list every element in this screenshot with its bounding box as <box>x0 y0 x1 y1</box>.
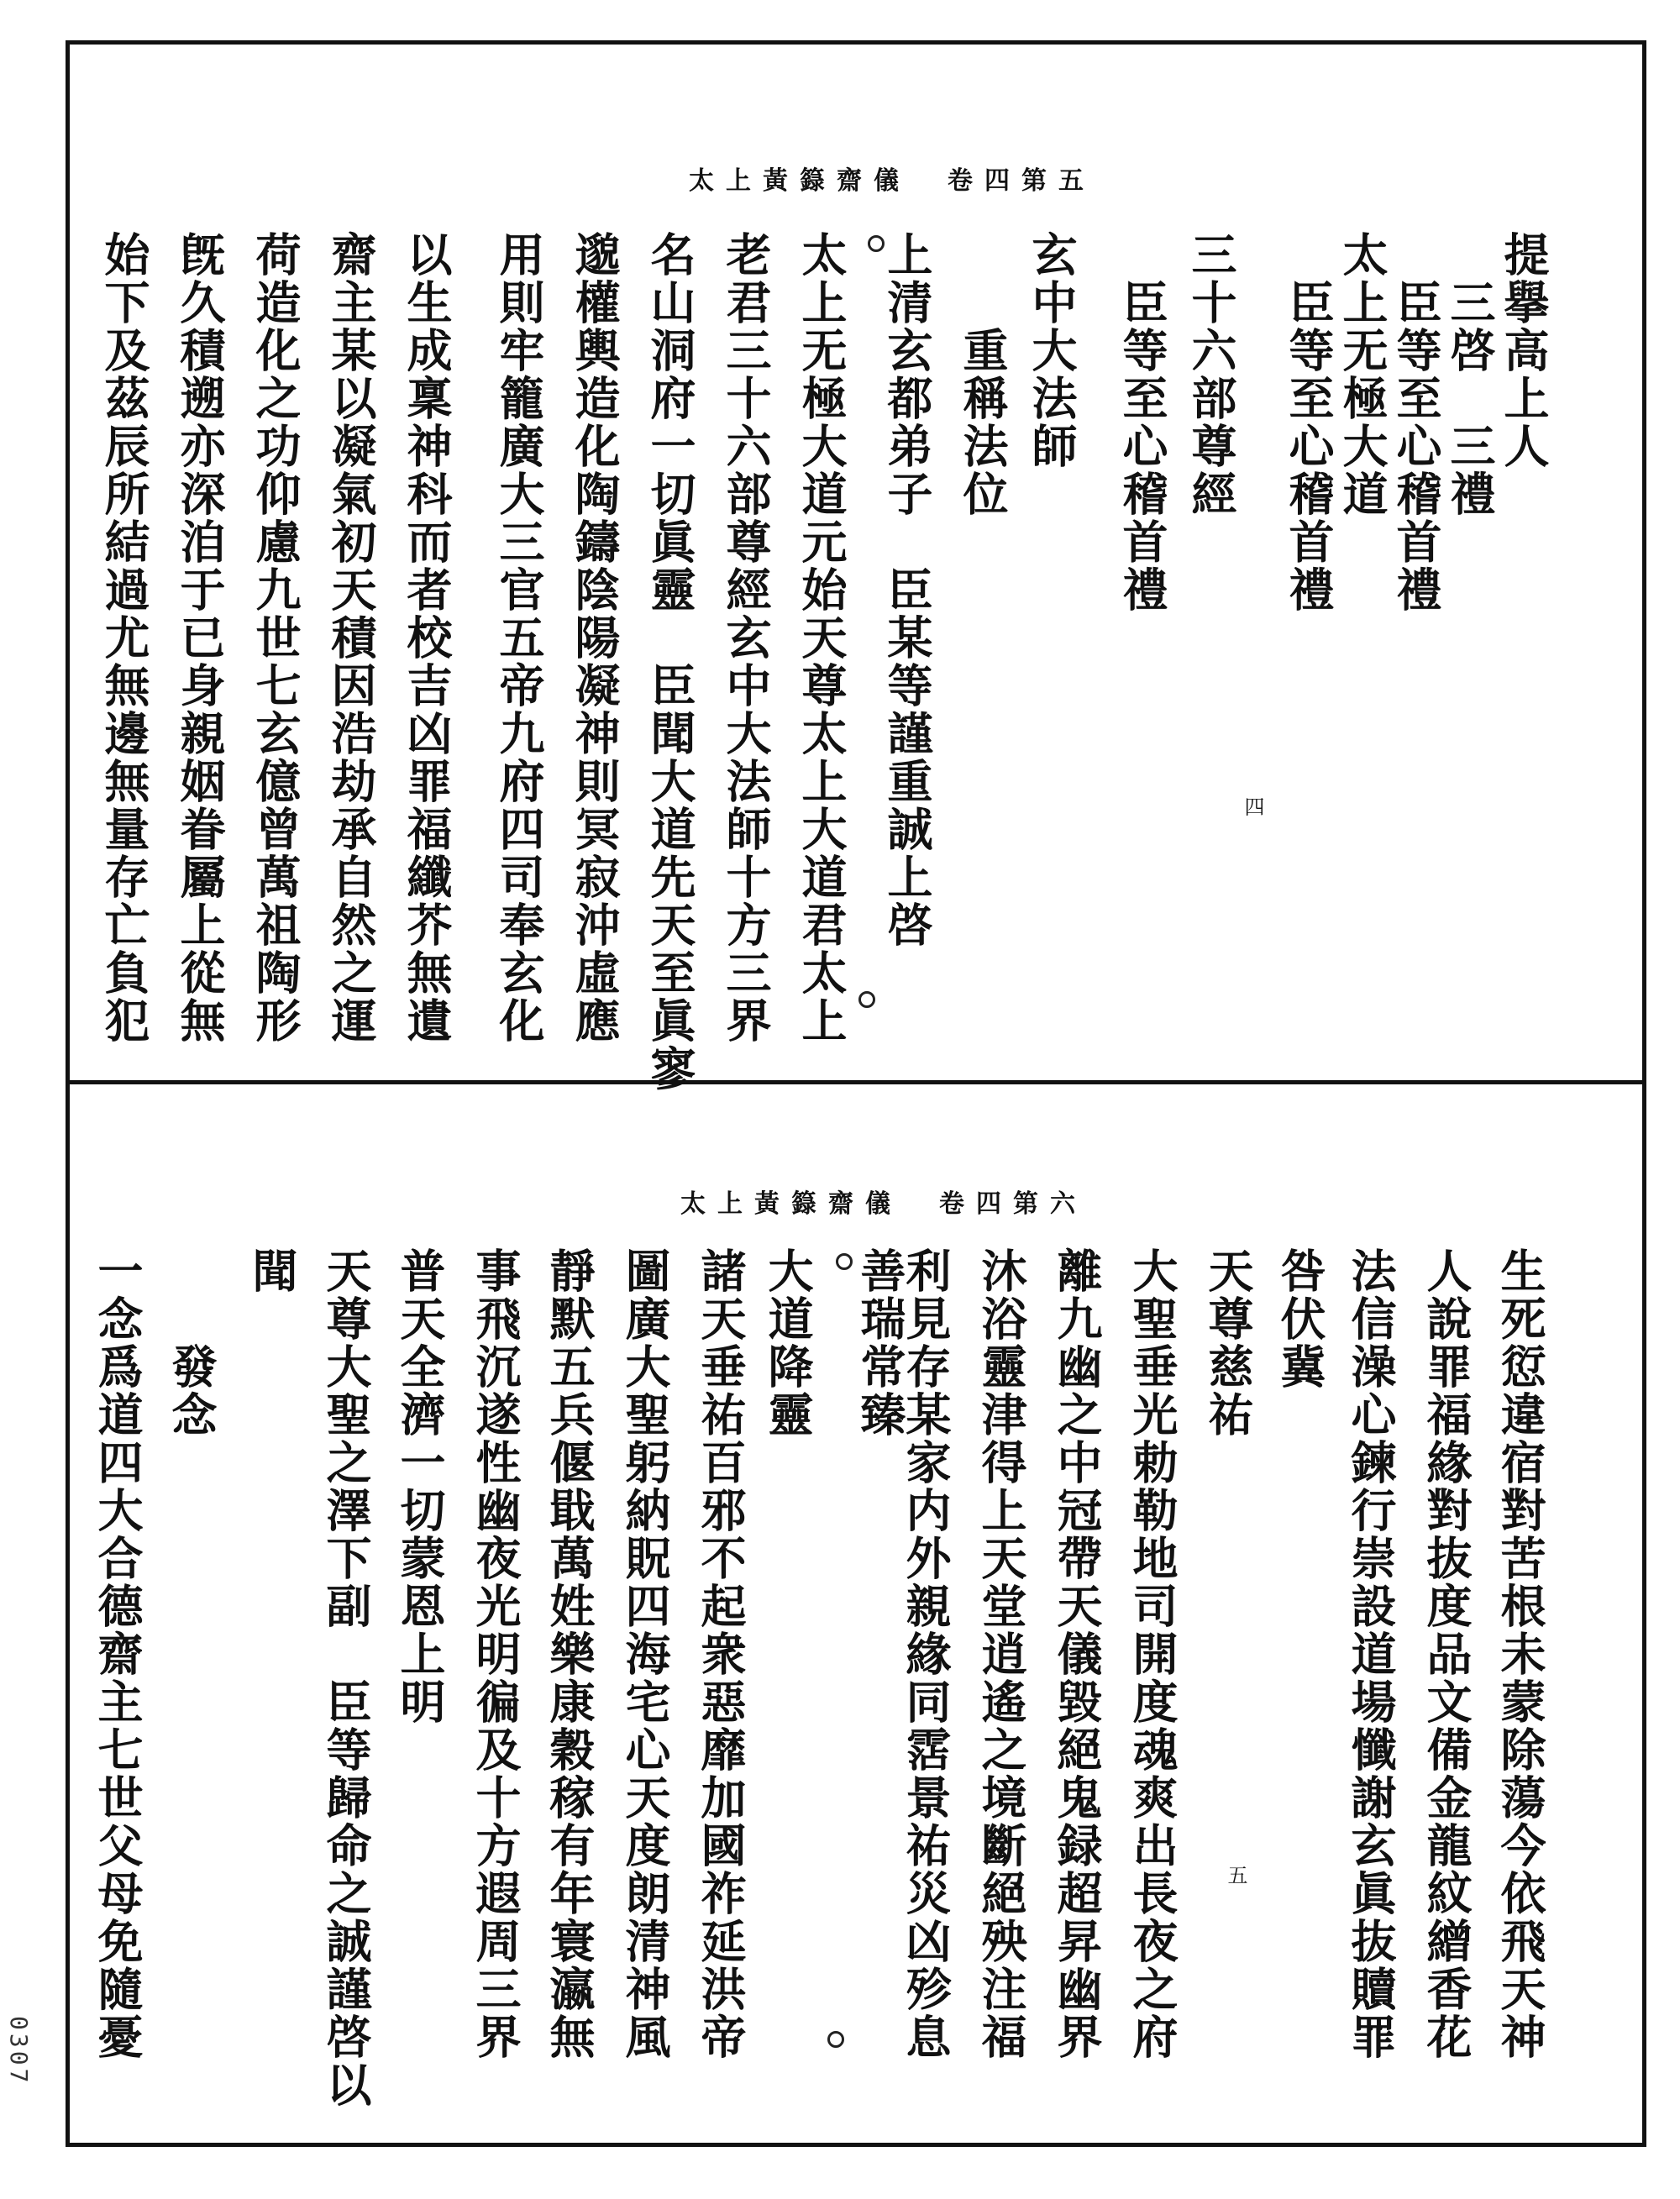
text-column: 圖廣大聖躬納貺四海宅心天度朗清神風 <box>618 1247 672 2061</box>
text-column: 善瑞常臻 <box>853 1247 907 1439</box>
text-column: 利見存某家内外親緣同霑景祐災凶殄息 <box>899 1247 953 2061</box>
punctuation-circle <box>827 2031 844 2048</box>
text-column: 人說罪福緣對抜度品文備金龍紋繒香花 <box>1420 1247 1473 2061</box>
top-margin-mark: 四 <box>1241 796 1264 816</box>
bottom-margin-mark: 五 <box>1224 1865 1247 1885</box>
text-column: 臣等至心稽首禮 <box>1116 231 1169 614</box>
text-column: 咎伏冀 <box>1273 1247 1327 1391</box>
text-column: 諸天垂祐百邪不起衆惡靡加國祚延洪帝 <box>694 1247 748 2061</box>
text-column: 普天全濟一切蒙恩上明 <box>393 1247 447 1726</box>
text-column: 三十六部尊經 <box>1184 231 1238 518</box>
text-column: 天尊慈祐 <box>1201 1247 1255 1439</box>
text-column: 一念爲道四大合德齋主七世父母免隨憂 <box>91 1247 144 2061</box>
text-column: 太上无極大道元始天尊太上大道君太上 <box>795 231 848 1045</box>
bottom-header: 太上黃籙齋儀 卷四第六 <box>680 1189 1087 1219</box>
text-column: 事飛沉遂性幽夜光明徧及十方遐周三界 <box>469 1247 522 2061</box>
text-column: 用則牢籠廣大三官五帝九府四司奉玄化 <box>492 231 546 1045</box>
text-column: 天尊大聖之澤下副 臣等歸命之誠謹啓以 <box>319 1247 373 2109</box>
text-column: 旣久積遡亦深洎于已身親姻眷屬上從無 <box>173 231 227 1045</box>
text-column: 聞 <box>245 1247 299 1295</box>
text-column: 邈權輿造化陶鑄陰陽凝神則冥寂沖虛應 <box>568 231 622 1045</box>
text-column: 太上无極大道 <box>1336 231 1389 518</box>
text-column: 大聖垂光勅勒地司開度魂爽出長夜之府 <box>1126 1247 1179 2061</box>
text-column: 法信澡心鍊行崇設道場懺謝玄眞抜贖罪 <box>1344 1247 1398 2061</box>
text-column: 名山洞府一切眞靈 臣聞大道先天至眞寥 <box>643 231 697 1093</box>
text-column: 大道降靈 <box>761 1247 815 1439</box>
text-column: 玄中大法師 <box>1025 231 1079 470</box>
top-header: 太上黃籙齋儀 卷四第五 <box>689 166 1095 196</box>
text-column: 老君三十六部尊經玄中大法師十方三界 <box>719 231 773 1045</box>
text-column: 重稱法位 <box>956 231 1010 518</box>
text-column: 生死愆違宿對苦根未蒙除蕩今依飛天神 <box>1494 1247 1547 2061</box>
text-column: 三啓 三禮 <box>1443 231 1497 518</box>
text-column: 臣等至心稽首禮 <box>1282 231 1336 614</box>
text-column: 臣等至心稽首禮 <box>1389 231 1443 614</box>
text-column: 上清玄都弟子 臣某等謹重誠上啓 <box>880 231 934 949</box>
text-column: 齋主某以凝氣初天積因浩劫承自然之運 <box>324 231 378 1045</box>
page-number: 0307 <box>5 2016 33 2086</box>
text-column: 以生成稟神科而者校吉凶罪福纖芥無遺 <box>400 231 454 1045</box>
text-column: 始下及茲辰所結過尤無邊無量存亡負犯 <box>97 231 151 1045</box>
text-column: 離九幽之中冠帶天儀毀絕鬼録超昇幽界 <box>1050 1247 1104 2061</box>
text-column: 沐浴靈津得上天堂逍遙之境斷絕殃注福 <box>974 1247 1028 2061</box>
punctuation-circle <box>858 991 875 1008</box>
half-divider <box>66 1080 1646 1084</box>
text-column: 發念 <box>165 1247 218 1439</box>
text-column: 靜默五兵偃戢萬姓樂康穀稼有年寰瀛無 <box>543 1247 596 2061</box>
text-column: 荷造化之功仰慮九世七玄億曾萬祖陶形 <box>249 231 302 1045</box>
punctuation-circle <box>836 1253 853 1270</box>
text-column: 提擧高上人 <box>1497 231 1551 470</box>
